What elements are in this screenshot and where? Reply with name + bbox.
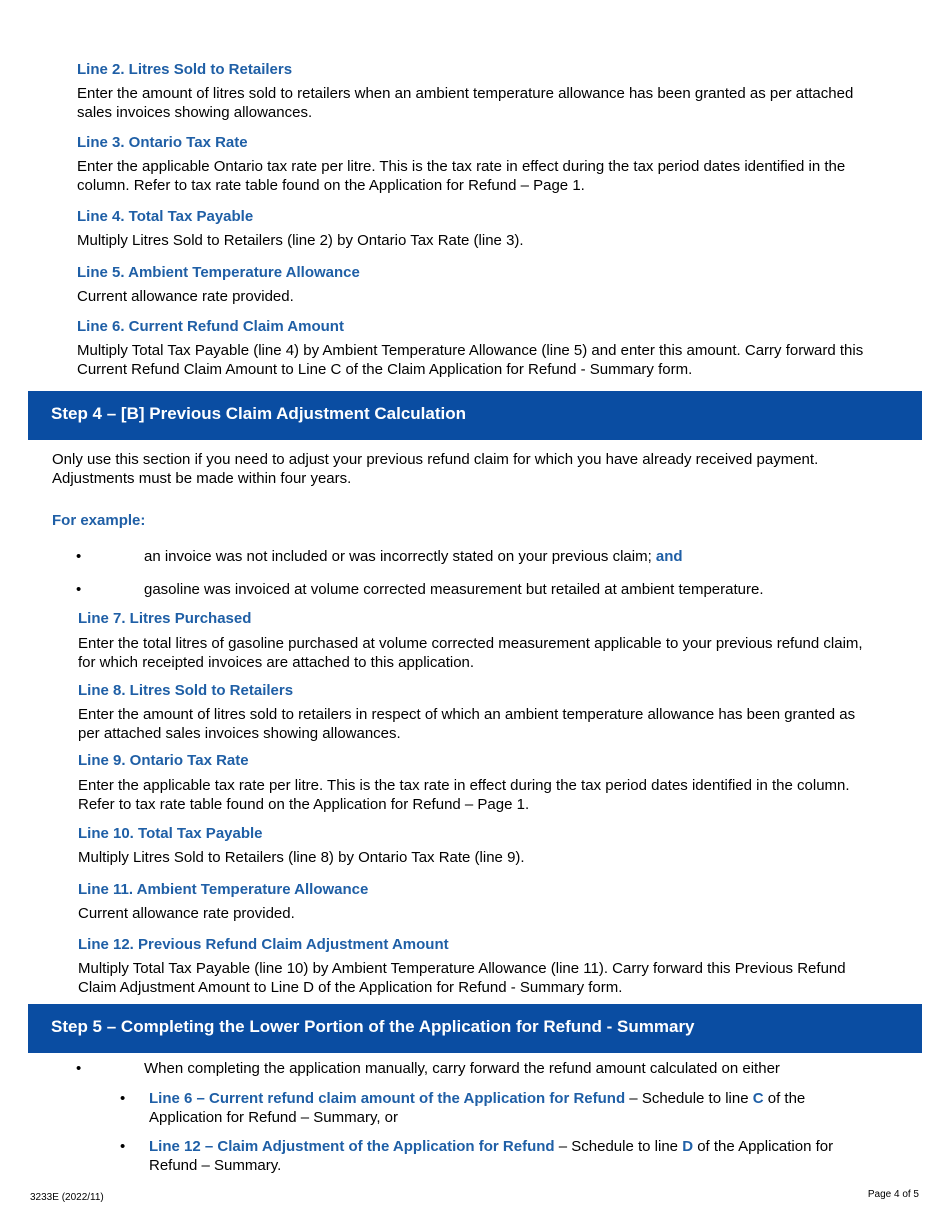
line-12-description: Multiply Total Tax Payable (line 10) by Ambient Temperature Allowance (line 11). Carry forward this Previous Refund Claim Adjustment Amount to Line D of the Application for Refund - Summary form. — [78, 960, 846, 996]
line-8-description: Enter the amount of litres sold to retailers in respect of which an ambient temperature allowance has been granted as per attached sales invoices showing allowances. — [78, 706, 856, 742]
line-4-description: Multiply Litres Sold to Retailers (line 2) by Ontario Tax Rate (line 3). — [77, 232, 524, 249]
line-10-description: Multiply Litres Sold to Retailers (line 8) by Ontario Tax Rate (line 9). — [78, 849, 525, 866]
line-4-heading: Line 4. Total Tax Payable — [77, 208, 254, 225]
line-3-description: Enter the applicable Ontario tax rate per litre. This is the tax rate in effect during the tax period dates identified in the column. Refer to tax rate table found on the Application for Refund – Page 1. — [77, 158, 846, 194]
sub-bullet-1-text-b: of the Application for Refund – Summary, or — [149, 1090, 806, 1126]
line-2-description: Enter the amount of litres sold to retailers when an ambient temperature allowance has been granted as per attached sales invoices showing allowances. — [77, 85, 854, 121]
line-5-description: Current allowance rate provided. — [77, 288, 294, 305]
step-5-bullet-marker: • — [76, 1060, 82, 1077]
step-5-bullet-text: When completing the application manually, carry forward the refund amount calculated on either — [144, 1060, 780, 1077]
form-id: 3233E (2022/11) — [30, 1192, 104, 1203]
line-6-description: Multiply Total Tax Payable (line 4) by Ambient Temperature Allowance (line 5) and enter this amount. Carry forward this Current Refund Claim Amount to Line C of the Claim Application for Refund - Summary form. — [77, 342, 864, 378]
step-4-intro: Only use this section if you need to adjust your previous refund claim for which you have already received payment. Adjustments must be made within four years. — [52, 451, 819, 487]
example-bullet-2: gasoline was invoiced at volume corrected measurement but retailed at ambient temperature. — [144, 581, 764, 598]
line-3-heading: Line 3. Ontario Tax Rate — [77, 134, 248, 151]
sub-bullet-2-letter: D — [682, 1138, 694, 1155]
bullet-1-marker: • — [76, 548, 82, 565]
line-9-heading: Line 9. Ontario Tax Rate — [78, 752, 249, 769]
line-10-heading: Line 10. Total Tax Payable — [78, 825, 263, 842]
line-11-description: Current allowance rate provided. — [78, 905, 295, 922]
line-11-heading: Line 11. Ambient Temperature Allowance — [78, 881, 369, 898]
line-9-description: Enter the applicable tax rate per litre. This is the tax rate in effect during the tax period dates identified in the column. Refer to tax rate table found on the Application for Refund – Page 1. — [78, 777, 850, 813]
example-bullet-1 — [144, 547, 904, 566]
sub-bullet-1 — [149, 1089, 879, 1127]
example-bullet-1-and: and — [655, 548, 683, 565]
sub-bullet-2 — [149, 1137, 879, 1175]
sub-bullet-2-marker: • — [120, 1138, 126, 1155]
line-2-heading: Line 2. Litres Sold to Retailers — [77, 61, 293, 78]
sub-bullet-1-text-a: – Schedule to line — [625, 1090, 753, 1107]
line-12-heading: Line 12. Previous Refund Claim Adjustment Amount — [78, 936, 449, 953]
example-bullet-1-text: an invoice was not included or was incorrectly stated on your previous claim; — [144, 548, 652, 565]
line-8-heading: Line 8. Litres Sold to Retailers — [78, 682, 294, 699]
bullet-2-marker: • — [76, 581, 82, 598]
sub-bullet-1-letter: C — [752, 1090, 764, 1107]
sub-bullet-2-link-text: Line 12 – Claim Adjustment of the Application for Refund — [149, 1138, 555, 1155]
sub-bullet-2-text-a: – Schedule to line — [554, 1138, 683, 1155]
sub-bullet-1-marker: • — [120, 1090, 126, 1107]
line-7-description: Enter the total litres of gasoline purchased at volume corrected measurement applicable to your previous refund claim, for which receipted invoices are attached to this application. — [78, 635, 863, 671]
sub-bullet-2-text-b: of the Application for Refund – Summary. — [149, 1138, 834, 1174]
step-5-title: Step 5 – Completing the Lower Portion of the Application for Refund - Summary — [51, 1017, 695, 1036]
line-5-heading: Line 5. Ambient Temperature Allowance — [77, 264, 360, 281]
step-5-header — [28, 1004, 922, 1053]
line-6-heading: Line 6. Current Refund Claim Amount — [77, 318, 344, 335]
for-example-label: For example: — [52, 512, 146, 529]
sub-bullet-1-link-text: Line 6 – Current refund claim amount of the Application for Refund — [149, 1090, 626, 1107]
step-4-header — [28, 391, 922, 440]
line-7-heading: Line 7. Litres Purchased — [78, 610, 252, 627]
page-number: Page 4 of 5 — [867, 1189, 919, 1200]
step-4-title: Step 4 – [B] Previous Claim Adjustment Calculation — [51, 404, 467, 423]
